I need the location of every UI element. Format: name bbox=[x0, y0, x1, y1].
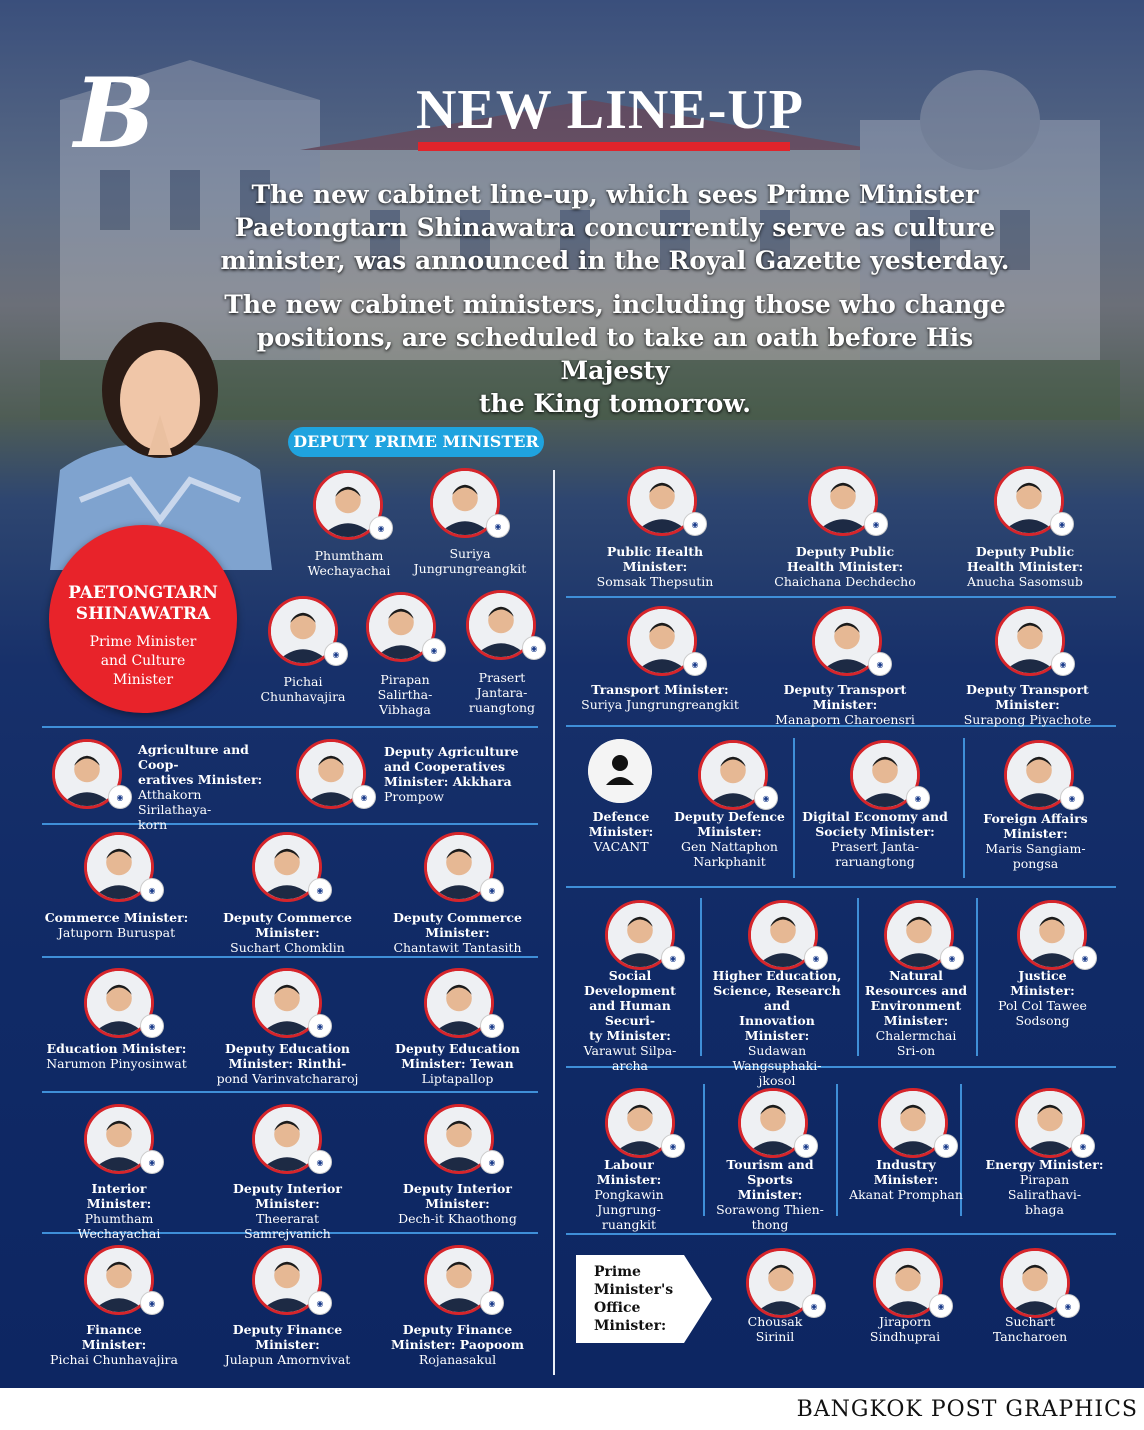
column-divider bbox=[963, 738, 965, 878]
minister-label: Deputy Finance Minister: Paopoom Rojanasakul bbox=[391, 1322, 524, 1367]
party-logo-icon: ◉ bbox=[140, 1014, 164, 1038]
deputy-pm-label: Prasert Jantara- ruangtong bbox=[468, 670, 536, 715]
minister-label: Deputy Transport Minister: Surapong Piyachote bbox=[963, 682, 1092, 727]
minister-label: Transport Minister: Suriya Jungrungreangkit bbox=[581, 682, 739, 712]
party-logo-icon: ◉ bbox=[140, 878, 164, 902]
deputy-pm-label: Pichai Chunhavajira bbox=[260, 674, 346, 704]
minister-label: Commerce Minister: Jatuporn Buruspat bbox=[44, 910, 189, 940]
party-logo-icon: ◉ bbox=[683, 512, 707, 536]
party-logo-icon: ◉ bbox=[1056, 1294, 1080, 1318]
party-logo-icon: ◉ bbox=[1050, 512, 1074, 536]
minister-label: Deputy Interior Minister: Dech-it Khaothong bbox=[398, 1181, 517, 1226]
minister-label: Foreign Affairs Minister: Maris Sangiam- pongsa bbox=[983, 811, 1088, 871]
row-divider bbox=[42, 823, 538, 825]
deputy-pm-label: Suriya Jungrungreangkit bbox=[413, 546, 527, 576]
party-logo-icon: ◉ bbox=[480, 1150, 504, 1174]
minister-label: Education Minister: Narumon Pinyosinwat bbox=[46, 1041, 187, 1071]
party-logo-icon: ◉ bbox=[661, 1134, 685, 1158]
minister-label: Deputy Agriculture and Cooperatives Minister: Akkhara Prompow bbox=[384, 744, 519, 804]
party-logo-icon: ◉ bbox=[140, 1291, 164, 1315]
party-logo-icon: ◉ bbox=[1073, 946, 1097, 970]
party-logo-icon: ◉ bbox=[934, 1134, 958, 1158]
party-logo-icon: ◉ bbox=[1060, 786, 1084, 810]
pmo-minister-label: Suchart Tancharoen bbox=[992, 1314, 1068, 1344]
minister-label: Agriculture and Coop- eratives Minister: Atthakorn Sirilathaya- korn bbox=[138, 742, 263, 832]
title-underline bbox=[418, 142, 790, 151]
minister-label: Energy Minister: Pirapan Salirathavi- bhaga bbox=[985, 1157, 1104, 1217]
minister-label: Deputy Public Health Minister: Chaichana Dechdecho bbox=[774, 544, 916, 589]
minister-label: Deputy Commerce Minister: Suchart Chomklin bbox=[223, 910, 352, 955]
minister-label: Higher Education, Science, Research and Innovation Minister: Sudawan Wangsuphaki- jkosol bbox=[712, 968, 842, 1088]
row-divider bbox=[566, 886, 1116, 888]
party-logo-icon: ◉ bbox=[929, 1294, 953, 1318]
minister-label: Natural Resources and Environment Minister: Chalermchai Sri-on bbox=[864, 968, 968, 1058]
minister-label: Interior Minister: Phumtham Wechayachai bbox=[77, 1181, 161, 1241]
party-logo-icon: ◉ bbox=[308, 1150, 332, 1174]
minister-label: Digital Economy and Society Minister: Prasert Janta- raruangtong bbox=[802, 809, 948, 869]
party-logo-icon: ◉ bbox=[308, 878, 332, 902]
page-title: NEW LINE-UP bbox=[415, 79, 804, 141]
party-logo-icon: ◉ bbox=[906, 786, 930, 810]
party-logo-icon: ◉ bbox=[868, 652, 892, 676]
party-logo-icon: ◉ bbox=[480, 878, 504, 902]
row-divider bbox=[42, 956, 538, 958]
center-divider bbox=[553, 470, 555, 1375]
party-logo-icon: ◉ bbox=[480, 1291, 504, 1315]
minister-label: Deputy Defence Minister: Gen Nattaphon Narkphanit bbox=[674, 809, 785, 869]
party-logo-icon: ◉ bbox=[324, 642, 348, 666]
minister-label: Tourism and Sports Minister: Sorawong Thien- thong bbox=[716, 1157, 824, 1232]
party-logo-icon: ◉ bbox=[352, 785, 376, 809]
deputy-pm-heading: DEPUTY PRIME MINISTER bbox=[288, 427, 544, 457]
row-divider bbox=[566, 596, 1116, 598]
column-divider bbox=[976, 898, 978, 1056]
minister-label: Industry Minister: Akanat Promphan bbox=[849, 1157, 963, 1202]
bangkok-post-logo: B bbox=[74, 57, 156, 170]
party-logo-icon: ◉ bbox=[683, 652, 707, 676]
row-divider bbox=[566, 1233, 1116, 1235]
column-divider bbox=[703, 1084, 705, 1216]
minister-label: Defence Minister: VACANT bbox=[588, 809, 654, 854]
pmo-minister-label: Jiraporn Sindhuprai bbox=[869, 1314, 941, 1344]
party-logo-icon: ◉ bbox=[1051, 652, 1075, 676]
party-logo-icon: ◉ bbox=[864, 512, 888, 536]
column-divider bbox=[793, 738, 795, 878]
minister-label: Deputy Public Health Minister: Anucha Sasomsub bbox=[966, 544, 1084, 589]
column-divider bbox=[857, 898, 859, 1056]
deputy-pm-label: Phumtham Wechayachai bbox=[307, 548, 391, 578]
party-logo-icon: ◉ bbox=[480, 1014, 504, 1038]
party-logo-icon: ◉ bbox=[108, 785, 132, 809]
vacant-person-icon bbox=[588, 739, 652, 803]
column-divider bbox=[700, 898, 702, 1056]
intro-paragraph-2: The new cabinet ministers, including those who change positions, are scheduled to take an oath before His Majesty the King tomorrow. bbox=[224, 290, 1006, 418]
row-divider bbox=[42, 726, 538, 728]
minister-label: Public Health Minister: Somsak Thepsutin bbox=[596, 544, 714, 589]
party-logo-icon: ◉ bbox=[754, 786, 778, 810]
minister-label: Deputy Education Minister: Tewan Liptapallop bbox=[394, 1041, 521, 1086]
minister-label: Deputy Finance Minister: Julapun Amornvivat bbox=[224, 1322, 351, 1367]
party-logo-icon: ◉ bbox=[940, 946, 964, 970]
row-divider bbox=[42, 1091, 538, 1093]
party-logo-icon: ◉ bbox=[802, 1294, 826, 1318]
minister-label: Social Development and Human Securi- ty Minister: Varawut Silpa-archa bbox=[583, 968, 677, 1073]
intro-paragraph-1: The new cabinet line-up, which sees Prime Minister Paetongtarn Shinawatra concurrently serve as culture minister, was announced in the Royal Gazette yesterday. bbox=[220, 180, 1010, 275]
party-logo-icon: ◉ bbox=[308, 1291, 332, 1315]
party-logo-icon: ◉ bbox=[486, 514, 510, 538]
party-logo-icon: ◉ bbox=[804, 946, 828, 970]
minister-label: Justice Minister: Pol Col Tawee Sodsong bbox=[998, 968, 1087, 1028]
party-logo-icon: ◉ bbox=[794, 1134, 818, 1158]
credit-footer: BANGKOK POST GRAPHICS bbox=[796, 1397, 1138, 1422]
minister-label: Finance Minister: Pichai Chunhavajira bbox=[50, 1322, 178, 1367]
minister-label: Deputy Interior Minister: Theerarat Samrejvanich bbox=[233, 1181, 342, 1241]
minister-label: Labour Minister: Pongkawin Jungrung- ruangkit bbox=[594, 1157, 664, 1232]
party-logo-icon: ◉ bbox=[522, 636, 546, 660]
prime-minister-card: PAETONGTARN SHINAWATRA Prime Minister and Culture Minister bbox=[49, 525, 237, 713]
party-logo-icon: ◉ bbox=[1071, 1134, 1095, 1158]
pmo-label: Prime Minister's Office Minister: bbox=[594, 1264, 674, 1334]
party-logo-icon: ◉ bbox=[308, 1014, 332, 1038]
party-logo-icon: ◉ bbox=[661, 946, 685, 970]
deputy-pm-label: Pirapan Salirtha- Vibhaga bbox=[377, 672, 433, 717]
minister-label: Deputy Education Minister: Rinthi- pond Varinvatchararoj bbox=[216, 1041, 359, 1086]
pmo-minister-label: Chousak Sirinil bbox=[747, 1314, 803, 1344]
minister-label: Deputy Transport Minister: Manaporn Charoensri bbox=[775, 682, 915, 727]
minister-label: Deputy Commerce Minister: Chantawit Tantasith bbox=[393, 910, 522, 955]
column-divider bbox=[836, 1084, 838, 1216]
party-logo-icon: ◉ bbox=[369, 516, 393, 540]
party-logo-icon: ◉ bbox=[422, 638, 446, 662]
party-logo-icon: ◉ bbox=[140, 1150, 164, 1174]
